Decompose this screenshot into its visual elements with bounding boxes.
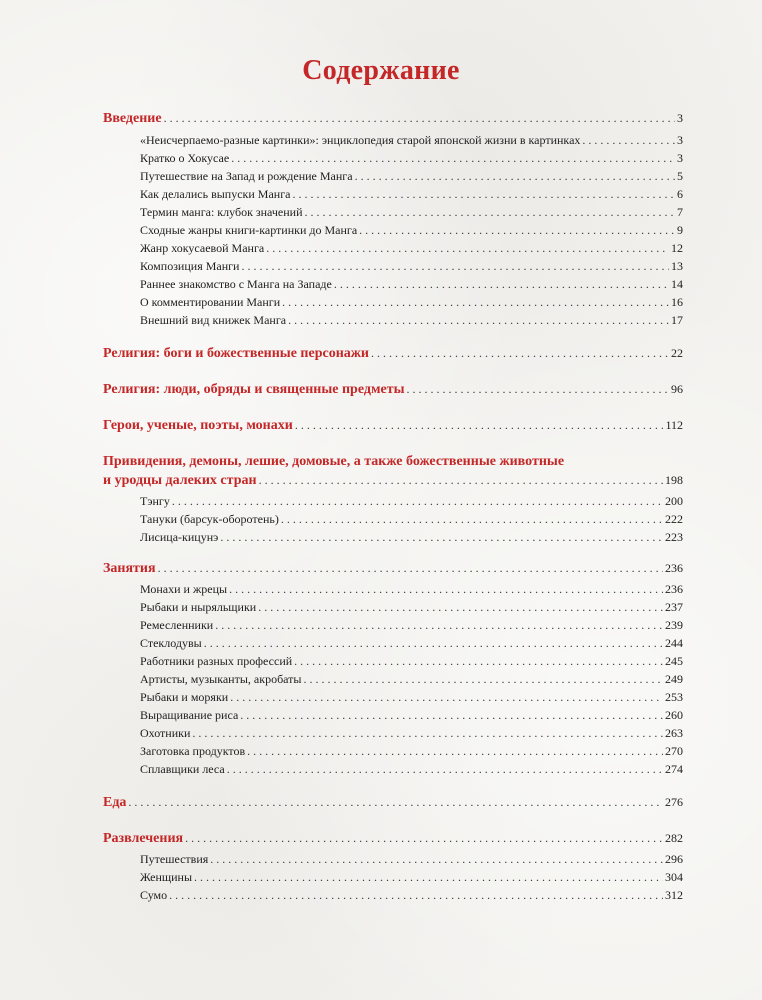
page-number: 236 (665, 561, 683, 575)
entry-title: Как делались выпуски Манга (140, 187, 291, 201)
page-number: 7 (677, 205, 683, 219)
leader-dots (294, 652, 663, 670)
page-number: 12 (671, 241, 683, 255)
toc-entry[interactable] (103, 203, 683, 221)
toc-entry[interactable] (103, 257, 683, 275)
page-number: 3 (677, 133, 683, 147)
entry-title: Термин манга: клубок значений (140, 205, 303, 219)
entry-title: Рыбаки и моряки (140, 690, 229, 704)
toc-entry[interactable] (103, 850, 683, 868)
toc-entry[interactable] (103, 616, 683, 634)
page-number: 236 (665, 582, 683, 596)
entry-title: Введение (103, 111, 162, 126)
page-number: 112 (665, 418, 683, 432)
leader-dots (359, 221, 675, 239)
toc-entry-main[interactable] (103, 416, 683, 434)
page-number: 16 (671, 295, 683, 309)
toc-entry[interactable] (103, 886, 683, 904)
entry-title: Путешествия (140, 852, 209, 866)
entry-title: Выращивание риса (140, 708, 239, 722)
entry-title: Сходные жанры книги-картинки до Манга (140, 223, 358, 237)
leader-dots (220, 528, 663, 546)
leader-dots (304, 670, 664, 688)
page-number: 5 (677, 169, 683, 183)
toc-entry-main[interactable] (103, 793, 683, 811)
leader-dots (230, 688, 663, 706)
page-number: 304 (665, 870, 683, 884)
page-number: 237 (665, 600, 683, 614)
entry-title: Рыбаки и ныряльщики (140, 600, 257, 614)
toc-entry[interactable] (103, 868, 683, 886)
entry-title: Лисица-кицунэ (140, 530, 219, 544)
leader-dots (210, 850, 663, 868)
leader-dots (169, 886, 663, 904)
page-number: 96 (671, 382, 683, 396)
leader-dots (172, 492, 663, 510)
page-number: 9 (677, 223, 683, 237)
page-number: 296 (665, 852, 683, 866)
entry-title: Кратко о Хокусае (140, 151, 230, 165)
toc-entry[interactable] (103, 724, 683, 742)
entry-title: О комментировании Манги (140, 295, 281, 309)
entry-title: Тэнгу (140, 494, 170, 508)
toc-entry[interactable] (103, 149, 683, 167)
leader-dots (371, 344, 669, 362)
page-title: Содержание (302, 55, 460, 86)
entry-title: Религия: люди, обряды и священные предметы (103, 382, 405, 397)
page-number: 22 (671, 346, 683, 360)
page-number: 263 (665, 726, 683, 740)
toc-entry-main[interactable] (103, 471, 683, 489)
leader-dots (241, 257, 669, 275)
leader-dots (185, 829, 663, 847)
leader-dots (229, 580, 663, 598)
leader-dots (305, 203, 675, 221)
leader-dots (407, 380, 670, 398)
page-number: 253 (665, 690, 683, 704)
page-number: 3 (677, 151, 683, 165)
leader-dots (288, 311, 669, 329)
leader-dots (266, 239, 669, 257)
page-number: 17 (671, 313, 683, 327)
toc-entry-main[interactable] (103, 829, 683, 847)
leader-dots (295, 416, 664, 434)
toc-entry[interactable] (103, 293, 683, 311)
toc-entry-main[interactable] (103, 344, 683, 362)
leader-dots (259, 471, 663, 489)
toc-entry[interactable] (103, 528, 683, 546)
toc-entry-main[interactable] (103, 109, 683, 127)
entry-title: Охотники (140, 726, 191, 740)
section-ghosts (103, 452, 683, 546)
entry-title: Сплавщики леса (140, 762, 225, 776)
toc-entry[interactable] (103, 706, 683, 724)
entry-title: «Неисчерпаемо-разные картинки»: энциклопедия старой японской жизни в картинках (140, 133, 581, 147)
toc-entry[interactable] (103, 492, 683, 510)
page-number: 276 (665, 795, 683, 809)
entry-title: Путешествие на Запад и рождение Манга (140, 169, 353, 183)
leader-dots (194, 868, 663, 886)
toc-entry[interactable] (103, 688, 683, 706)
toc-entry-main[interactable] (103, 380, 683, 398)
toc-entry[interactable] (103, 510, 683, 528)
toc-entry[interactable] (103, 580, 683, 598)
table-of-contents (103, 109, 683, 904)
leader-dots (227, 760, 663, 778)
leader-dots (240, 706, 663, 724)
entry-title: Религия: боги и божественные персонажи (103, 346, 369, 361)
leader-dots (247, 742, 663, 760)
entry-title: Герои, ученые, поэты, монахи (103, 418, 293, 433)
page-number: 223 (665, 530, 683, 544)
page-number: 260 (665, 708, 683, 722)
page-number: 270 (665, 744, 683, 758)
entry-title: Сумо (140, 888, 168, 902)
leader-dots (281, 510, 663, 528)
entry-title: Еда (103, 795, 127, 810)
page-number: 282 (665, 831, 683, 845)
entry-title: Внешний вид книжек Манга (140, 313, 287, 327)
toc-entry[interactable] (103, 742, 683, 760)
toc-entry[interactable] (103, 652, 683, 670)
page-number: 244 (665, 636, 683, 650)
entry-title: Тануки (барсук-оборотень) (140, 512, 279, 526)
page-number: 312 (665, 888, 683, 902)
toc-entry[interactable] (103, 221, 683, 239)
entry-title-line1: Привидения, демоны, лешие, домовые, а также божественные животные (103, 454, 565, 469)
entry-title: и уродцы далеких стран (103, 473, 257, 488)
leader-dots (164, 109, 675, 127)
leader-dots (292, 185, 675, 203)
page-number: 200 (665, 494, 683, 508)
entry-title: Стеклодувы (140, 636, 202, 650)
leader-dots (192, 724, 663, 742)
leader-dots (158, 559, 663, 577)
entry-title: Жанр хокусаевой Манга (140, 241, 265, 255)
entry-title: Женщины (140, 870, 193, 884)
leader-dots (355, 167, 675, 185)
entry-title: Заготовка продуктов (140, 744, 246, 758)
page-number: 198 (665, 473, 683, 487)
entry-title: Работники разных профессий (140, 654, 293, 668)
leader-dots (582, 131, 675, 149)
toc-entry[interactable] (103, 239, 683, 257)
leader-dots (258, 598, 663, 616)
section-introduction (103, 109, 683, 329)
entry-title: Композиция Манги (140, 259, 240, 273)
toc-entry[interactable] (103, 185, 683, 203)
entry-title: Занятия (103, 561, 156, 576)
leader-dots (204, 634, 663, 652)
leader-dots (334, 275, 669, 293)
entry-title: Монахи и жрецы (140, 582, 228, 596)
toc-entry-main[interactable] (103, 559, 683, 577)
page-number: 239 (665, 618, 683, 632)
section-occupations (103, 559, 683, 778)
entry-title: Ремесленники (140, 618, 214, 632)
page-number: 14 (671, 277, 683, 291)
leader-dots (231, 149, 675, 167)
page-number: 249 (665, 672, 683, 686)
page-number: 13 (671, 259, 683, 273)
leader-dots (128, 793, 663, 811)
toc-entry[interactable] (103, 598, 683, 616)
leader-dots (282, 293, 669, 311)
entry-title: Раннее знакомство с Манга на Западе (140, 277, 332, 291)
page-number: 274 (665, 762, 683, 776)
toc-entry[interactable] (103, 670, 683, 688)
page-number: 245 (665, 654, 683, 668)
toc-entry[interactable] (103, 167, 683, 185)
page-number: 222 (665, 512, 683, 526)
section-entertainment (103, 829, 683, 904)
entry-title: Артисты, музыканты, акробаты (140, 672, 302, 686)
toc-entry[interactable] (103, 275, 683, 293)
page-number: 6 (677, 187, 683, 201)
page-number: 3 (677, 111, 683, 125)
toc-entry[interactable] (103, 760, 683, 778)
leader-dots (215, 616, 663, 634)
entry-title: Развлечения (103, 831, 184, 846)
toc-entry[interactable] (103, 634, 683, 652)
toc-entry[interactable] (103, 311, 683, 329)
toc-entry[interactable] (103, 131, 683, 149)
